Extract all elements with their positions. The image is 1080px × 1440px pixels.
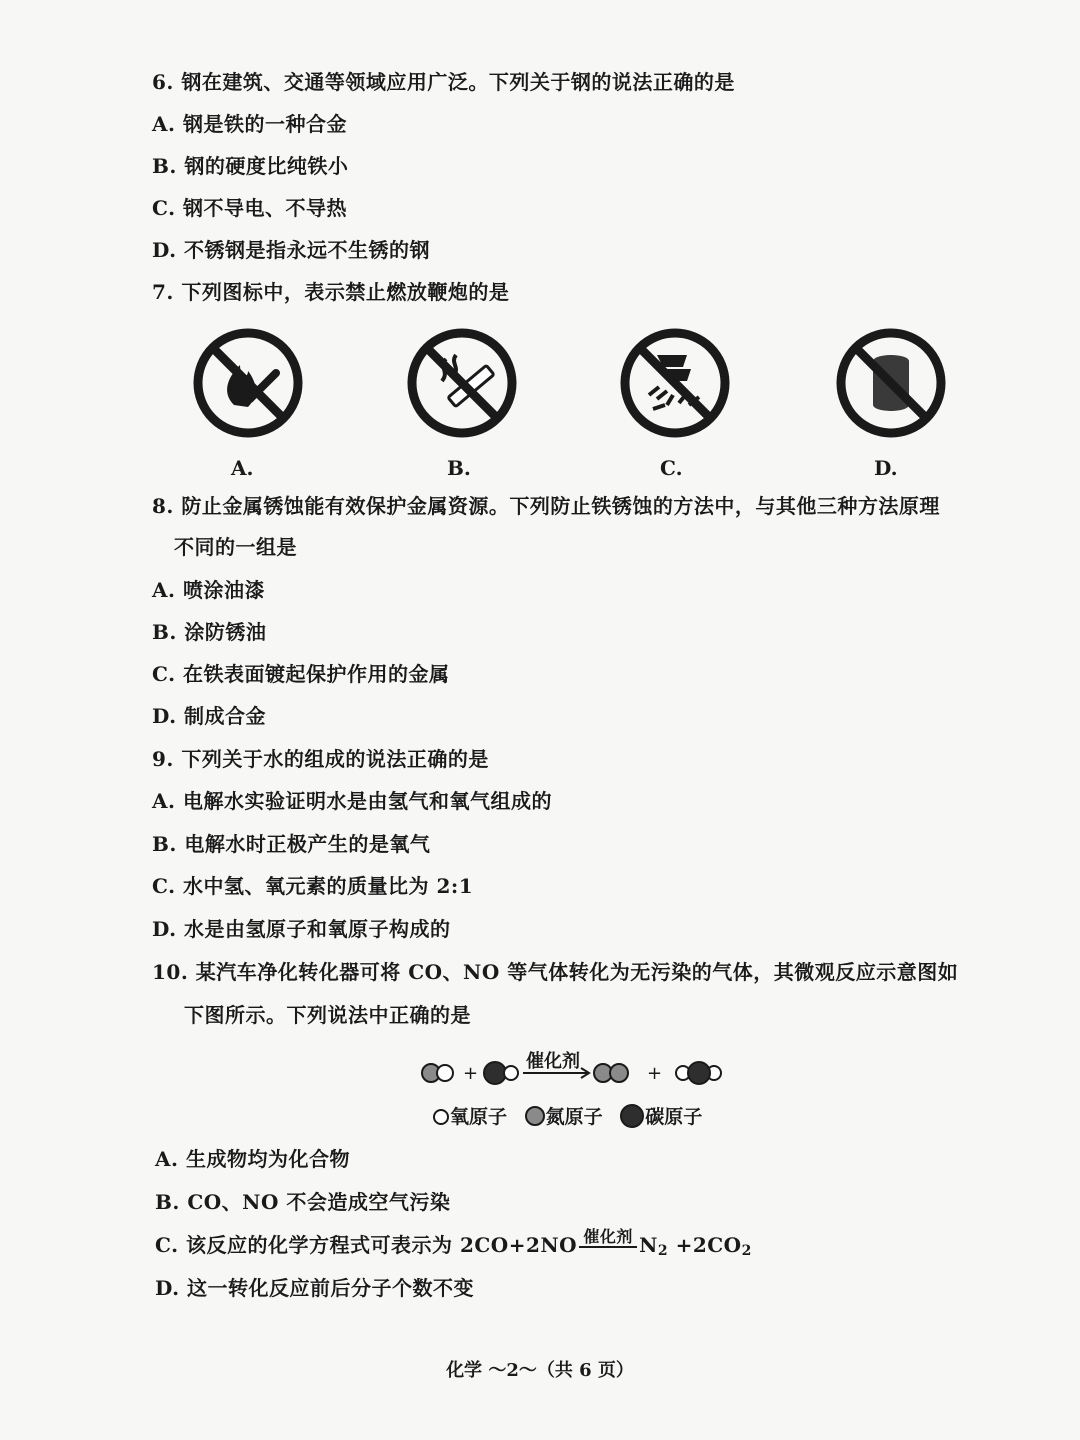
q6-option-c: C. 钢不导电、不导热 xyxy=(152,196,347,220)
q9-option-b: B. 电解水时正极产生的是氧气 xyxy=(152,832,431,856)
q10-option-b: B. CO、NO 不会造成空气污染 xyxy=(155,1190,451,1214)
q8-option-c: C. 在铁表面镀起保护作用的金属 xyxy=(152,662,450,686)
q8-stem-line1: 8. 防止金属锈蚀能有效保护金属资源。下列防止铁锈蚀的方法中，与其他三种方法原理 xyxy=(152,494,940,518)
q10-stem-line1: 10. 某汽车净化转化器可将 CO、NO 等气体转化为无污染的气体，其微观反应示意图如 xyxy=(152,960,959,984)
oxygen-atom-icon xyxy=(432,1108,450,1126)
q8-stem-line2: 不同的一组是 xyxy=(174,535,297,559)
equation-n: N xyxy=(639,1233,658,1257)
reactant-molecule-1 xyxy=(422,1064,453,1082)
page-footer: 化学 ～2～（共 6 页） xyxy=(446,1360,634,1381)
q6-stem: 6. 钢在建筑、交通等领域应用广泛。下列关于钢的说法正确的是 xyxy=(152,70,735,94)
equation-catalyst-arrow xyxy=(577,1227,639,1259)
q9-option-d: D. 水是由氢原子和氧原子构成的 xyxy=(152,917,451,941)
plus-sign-1: + xyxy=(463,1063,479,1084)
product-molecule-1 xyxy=(594,1064,628,1082)
q7-label-c: C. xyxy=(660,456,683,480)
q10-stem-line2: 下图所示。下列说法中正确的是 xyxy=(184,1003,471,1027)
q10-option-c-prefix: C. 该反应的化学方程式可表示为 2CO+2NO xyxy=(155,1233,578,1257)
atom-legend xyxy=(432,1102,702,1129)
q6-option-a: A. 钢是铁的一种合金 xyxy=(152,112,347,136)
no-open-flame-sign-icon xyxy=(190,325,306,441)
q8-option-a: A. 喷涂油漆 xyxy=(152,578,265,602)
legend-nitrogen: 氮原子 xyxy=(545,1106,603,1128)
equation-co: +2CO xyxy=(668,1233,742,1257)
legend-carbon: 碳原子 xyxy=(645,1106,703,1128)
q9-stem: 9. 下列关于水的组成的说法正确的是 xyxy=(152,747,489,771)
product-molecule-2 xyxy=(676,1062,721,1084)
carbon-atom-icon xyxy=(619,1103,645,1129)
q7-label-d: D. xyxy=(874,456,898,480)
q7-label-b: B. xyxy=(447,456,471,480)
q8-option-b: B. 涂防锈油 xyxy=(152,620,267,644)
nitrogen-atom-icon xyxy=(524,1105,546,1127)
reactant-molecule-2 xyxy=(484,1062,518,1084)
q9-option-c: C. 水中氢、氧元素的质量比为 2:1 xyxy=(152,874,474,898)
q10-option-c xyxy=(155,1227,752,1263)
q10-option-a: A. 生成物均为化合物 xyxy=(155,1147,350,1171)
q6-option-b: B. 钢的硬度比纯铁小 xyxy=(152,154,349,178)
no-fireworks-sign-icon xyxy=(617,325,733,441)
no-fuel-barrel-sign-icon xyxy=(833,325,949,441)
plus-sign-2: + xyxy=(647,1063,663,1084)
equation-co2-subscript: 2 xyxy=(741,1243,752,1259)
q7-label-a: A. xyxy=(231,456,254,480)
q8-option-d: D. 制成合金 xyxy=(152,704,267,728)
q6-option-d: D. 不锈钢是指永远不生锈的钢 xyxy=(152,238,431,262)
q9-option-a: A. 电解水实验证明水是由氢气和氧气组成的 xyxy=(152,789,552,813)
q10-option-d: D. 这一转化反应前后分子个数不变 xyxy=(155,1276,475,1300)
legend-oxygen: 氧原子 xyxy=(450,1106,508,1128)
no-smoking-sign-icon xyxy=(404,325,520,441)
catalyst-label: 催化剂 xyxy=(526,1051,580,1072)
q7-stem: 7. 下列图标中，表示禁止燃放鞭炮的是 xyxy=(152,280,510,304)
equation-catalyst-label: 催化剂 xyxy=(583,1227,633,1246)
equation-n-subscript: 2 xyxy=(657,1243,669,1259)
